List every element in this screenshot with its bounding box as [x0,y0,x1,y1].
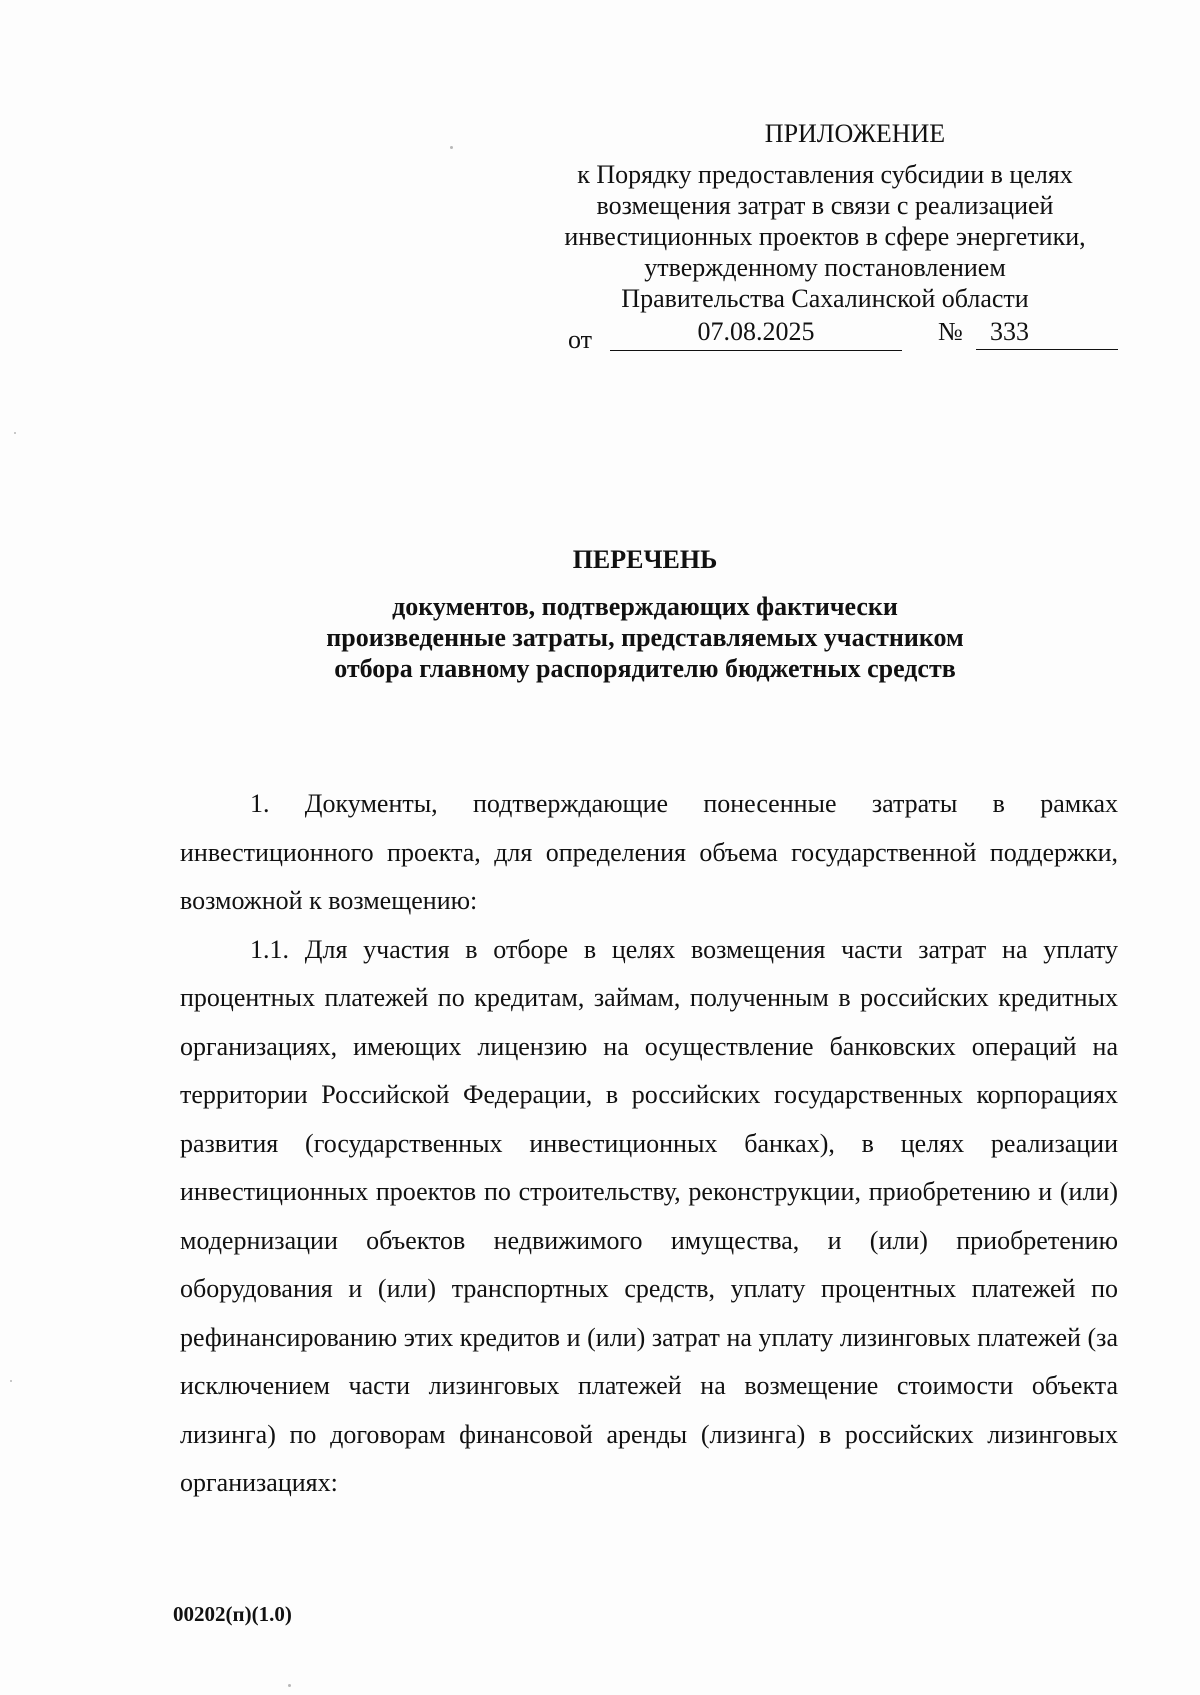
paragraph-1: 1. Документы, подтверждающие понесенные затраты в рамках инвестиционного проекта, для определения объема государственной поддержки, возможной к возмещению: [180,789,1118,915]
number-label: № [938,317,963,346]
heading-subtitle-line: документов, подтверждающих фактически [392,592,898,621]
document-body [180,780,1118,1508]
scan-speck [450,146,453,149]
document-heading [180,544,1110,684]
form-code: 00202(п)(1.0) [173,1602,292,1626]
annex-line: возмещения затрат в связи с реализацией [596,191,1054,220]
scan-speck [288,1684,291,1687]
annex-line: утвержденному постановлением [644,253,1006,282]
heading-title: ПЕРЕЧЕНЬ [572,545,718,574]
annex-line: к Порядку предоставления субсидии в целях [577,160,1073,189]
annex-title: ПРИЛОЖЕНИЕ [764,119,946,148]
resolution-reference [540,316,1110,352]
paragraph-1-1: 1.1. Для участия в отборе в целях возмещения части затрат на уплату процентных платежей по кредитам, займам, полученным в российских кредитных организациях, имеющих лицензию на осуществление банковских операций на территории Российской Федерации, в российских государственных корпорациях развития (государственных инвестиционных банках), в целях реализации инвестиционных проектов по строительству, реконструкции, приобретению и (или) модернизации объектов недвижимого имущества, и (или) приобретению оборудования и (или) транспортных средств, уплату процентных платежей по рефинансированию этих кредитов и (или) затрат на уплату лизинговых платежей (за исключением части лизинговых платежей на возмещение стоимости объекта лизинга) по договорам финансовой аренды (лизинга) в российских лизинговых организациях: [180,934,1118,1497]
scan-speck [14,432,16,434]
annex-line: Правительства Сахалинской области [621,284,1029,313]
resolution-date: 07.08.2025 [610,316,902,351]
annex-line: инвестиционных проектов в сфере энергетики, [564,222,1086,251]
scan-speck [10,1380,12,1382]
heading-subtitle-line: произведенные затраты, представляемых участником [326,623,964,652]
annex-block [540,118,1110,352]
resolution-number: 333 [976,316,1118,350]
heading-subtitle-line: отбора главному распорядителю бюджетных средств [334,654,956,683]
date-label: от [568,325,593,354]
